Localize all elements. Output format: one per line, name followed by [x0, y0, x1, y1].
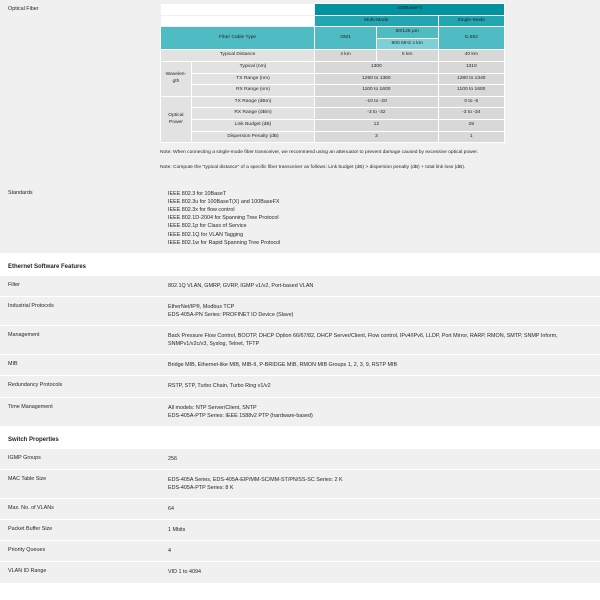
- mib-label: MIB: [0, 355, 160, 375]
- fiber-note-typical-distance: Note: Compute the "typical distance" of a specific fiber transceiver as follows: Link budget (dB) > dispersion penalty (dB) + total link loss (dB).: [160, 164, 466, 170]
- fiber-row-typical-nm-label: Typical (nm): [191, 62, 314, 74]
- fiber-top-header: 100BaseFX: [315, 4, 505, 16]
- industrial-protocols-line: EDS-405A-PN Series: PROFINET IO Device (Slave): [168, 312, 294, 319]
- fiber-type-om1: OM1: [315, 27, 377, 50]
- row-mac-table-size: [0, 470, 600, 499]
- filter-value: [160, 276, 600, 296]
- fiber-link-budget-mm: 12: [315, 120, 438, 132]
- fiber-dispersion-penalty-sm: 1: [438, 131, 504, 143]
- mac-table-size-label: MAC Table Size: [0, 470, 160, 498]
- vlan-id-range-label: VLAN ID Range: [0, 562, 160, 582]
- mib-value: [160, 355, 600, 375]
- row-max-vlans: [0, 499, 600, 520]
- optical-fiber-row: [0, 0, 600, 184]
- row-time-management: [0, 398, 600, 427]
- fiber-mode-multi: Multi-Mode: [315, 15, 438, 27]
- fiber-tx-range-nm-mm: 1260 to 1360: [315, 73, 438, 85]
- standards-value: [160, 184, 600, 253]
- row-packet-buffer-size: [0, 520, 600, 541]
- fiber-typical-nm-sm: 1310: [438, 62, 504, 74]
- fiber-tx-range-nm-sm: 1280 to 1340: [438, 73, 504, 85]
- row-management: [0, 326, 600, 355]
- row-industrial-protocols: [0, 297, 600, 326]
- fiber-group-wavelength: Wavelen-gth: [161, 62, 192, 97]
- max-vlans-line: 64: [168, 506, 174, 513]
- time-management-label: Time Management: [0, 398, 160, 426]
- fiber-typical-distance-om1: 4 km: [315, 50, 377, 62]
- max-vlans-label: Max. No. of VLANs: [0, 499, 160, 519]
- section-title: Ethernet Software Features: [8, 263, 87, 270]
- mac-table-size-value: [160, 470, 600, 498]
- industrial-protocols-label: Industrial Protocols: [0, 297, 160, 325]
- redundancy-protocols-label: Redundancy Protocols: [0, 376, 160, 396]
- fiber-typical-nm-mm: 1300: [315, 62, 438, 74]
- filter-label: Filter: [0, 276, 160, 296]
- optical-fiber-body: [160, 0, 600, 184]
- section-header-switch-properties: [0, 430, 600, 449]
- fiber-cable-type-header: Fiber Cable Type: [161, 27, 315, 50]
- standards-line: IEEE 802.3x for flow control: [168, 207, 235, 214]
- fiber-note-attenuator: Note: When connecting a single-mode fiber transceiver, we recommend using an attenuator to prevent damage caused by excessive optical power.: [160, 150, 479, 156]
- optical-fiber-table: [160, 3, 505, 143]
- packet-buffer-size-label: Packet Buffer Size: [0, 520, 160, 540]
- igmp-groups-value: [160, 449, 600, 469]
- fiber-rx-range-nm-mm: 1100 to 1600: [315, 85, 438, 97]
- standards-line: IEEE 802.1w for Rapid Spanning Tree Protocol: [168, 239, 281, 246]
- igmp-groups-label: IGMP Groups: [0, 449, 160, 469]
- fiber-rx-range-dbm-mm: -3 to -32: [315, 108, 438, 120]
- management-value: [160, 326, 600, 354]
- fiber-link-budget-sm: 29: [438, 120, 504, 132]
- priority-queues-label: Priority Queues: [0, 541, 160, 561]
- mib-line: Bridge MIB, Ethernet-like MIB, MIB-II, P-BRIDGE MIB, RMON MIB Groups 1, 2, 3, 9, RSTP MIB: [168, 362, 398, 369]
- packet-buffer-size-line: 1 Mbits: [168, 527, 186, 534]
- max-vlans-value: [160, 499, 600, 519]
- fiber-tx-range-dbm-mm: -10 to -20: [315, 96, 438, 108]
- time-management-value: [160, 398, 600, 426]
- fiber-type-g652: G.652: [438, 27, 504, 50]
- fiber-row-tx-range-dbm-label: TX Range (dBm): [191, 96, 314, 108]
- row-igmp-groups: [0, 449, 600, 470]
- redundancy-protocols-value: [160, 376, 600, 396]
- standards-label: Standards: [0, 184, 160, 253]
- mac-table-size-line: EDS-405A-PTP Series: 8 K: [168, 485, 234, 491]
- standards-line: IEEE 802.3u for 100BaseT(X) and 100BaseFX: [168, 199, 280, 206]
- vlan-id-range-line: VID 1 to 4094: [168, 569, 201, 576]
- redundancy-protocols-line: RSTP, STP, Turbo Chain, Turbo Ring v1/v2: [168, 383, 271, 390]
- fiber-row-typical-distance-label: Typical Distance: [161, 50, 315, 62]
- time-management-line: EDS-405A-PTP Series: IEEE 1588v2 PTP (hardware-based): [168, 412, 313, 419]
- row-mib: [0, 355, 600, 376]
- fiber-type-mm-50-125: 50/125 µm: [376, 27, 438, 39]
- industrial-protocols-line: EtherNet/IP®, Modbus TCP: [168, 303, 235, 310]
- fiber-dispersion-penalty-mm: 3: [315, 131, 438, 143]
- fiber-row-rx-range-nm-label: RX Range (nm): [191, 85, 314, 97]
- standards-line: IEEE 802.3 for 10BaseT: [168, 191, 227, 198]
- filter-line: 802.1Q VLAN, GMRP, GVRP, IGMP v1/v2, Port-based VLAN: [168, 282, 314, 289]
- management-label: Management: [0, 326, 160, 354]
- row-priority-queues: [0, 541, 600, 562]
- fiber-type-mm-bandwidth: 800 MHz x km: [376, 38, 438, 50]
- fiber-mode-single: Single-Mode: [438, 15, 504, 27]
- priority-queues-line: 4: [168, 548, 171, 555]
- fiber-row-tx-range-nm-label: TX Range (nm): [191, 73, 314, 85]
- packet-buffer-size-value: [160, 520, 600, 540]
- row-standards: [0, 184, 600, 254]
- fiber-rx-range-nm-sm: 1100 to 1600: [438, 85, 504, 97]
- priority-queues-value: [160, 541, 600, 561]
- fiber-group-optical-power: Optical Power: [161, 96, 192, 142]
- vlan-id-range-value: [160, 562, 600, 582]
- mac-table-size-line: EDS-405A Series, EDS-405A-EIP/MM-SC/MM-ST/PN/SS-SC Series: 2 K: [168, 476, 343, 483]
- section-header-ethernet-software-features: [0, 257, 600, 276]
- fiber-tx-range-dbm-sm: 0 to -5: [438, 96, 504, 108]
- optical-fiber-label: Optical Fiber: [0, 0, 160, 184]
- fiber-typical-distance-sm: 40 km: [438, 50, 504, 62]
- fiber-row-rx-range-dbm-label: RX Range (dBm): [191, 108, 314, 120]
- fiber-row-dispersion-penalty-label: Dispersion Penalty (dB): [191, 131, 314, 143]
- row-vlan-id-range: [0, 562, 600, 583]
- igmp-groups-line: 256: [168, 455, 177, 462]
- industrial-protocols-value: [160, 297, 600, 325]
- management-line: Back Pressure Flow Control, BOOTP, DHCP Option 66/67/82, DHCP Server/Client, Flow control, IPv4/IPv6, LLDP, Port Mirror, RARP, RMON, SMTP, SNMP Inform, SNMPv1/v2c/v3, Syslog, Telnet, TFTP: [168, 333, 558, 348]
- section-title: Switch Properties: [8, 436, 59, 443]
- time-management-line: All models: NTP Server/Client, SNTP: [168, 404, 257, 411]
- row-filter: [0, 276, 600, 297]
- standards-line: IEEE 802.1Q for VLAN Tagging: [168, 231, 244, 238]
- fiber-typical-distance-mm2: 5 km: [376, 50, 438, 62]
- row-redundancy-protocols: [0, 376, 600, 397]
- fiber-rx-range-dbm-sm: -3 to -34: [438, 108, 504, 120]
- fiber-row-link-budget-label: Link Budget (dB): [191, 120, 314, 132]
- standards-line: IEEE 802.1p for Class of Service: [168, 223, 247, 230]
- standards-line: IEEE 802.1D-2004 for Spanning Tree Protocol: [168, 215, 279, 222]
